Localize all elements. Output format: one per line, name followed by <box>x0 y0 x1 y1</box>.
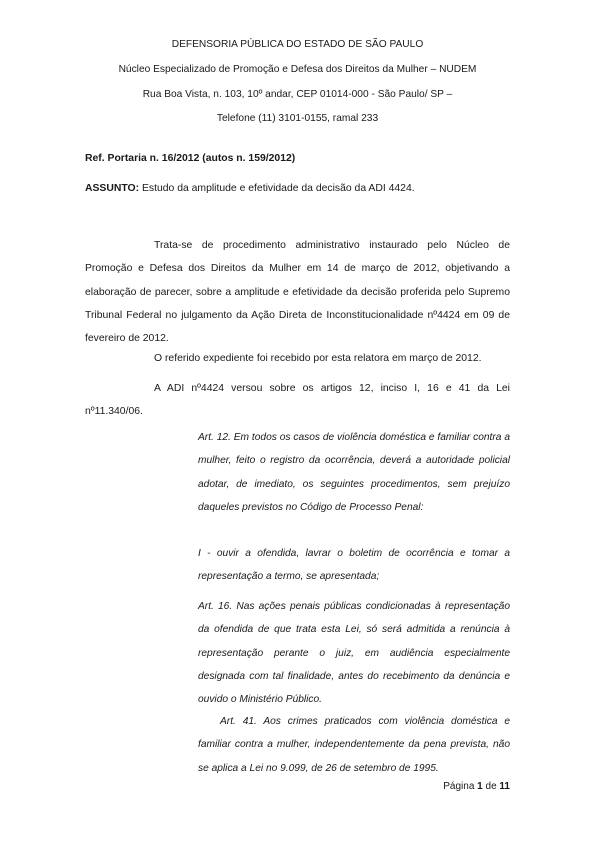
quote-art-12: Art. 12. Em todos os casos de violência doméstica e familiar contra a mulher, feito o registro da ocorrência, deverá a autoridade policial adotar, de imediato, os seguintes procedimentos, sem prejuízo daqueles previstos no Código de Processo Penal: <box>198 432 510 513</box>
header-institution: DEFENSORIA PÚBLICA DO ESTADO DE SÃO PAULO <box>171 39 424 50</box>
subject-text: Estudo da amplitude e efetividade da decisão da ADI 4424. <box>139 183 415 194</box>
header-address: Rua Boa Vista, n. 103, 10º andar, CEP 01014-000 - São Paulo/ SP – <box>142 89 453 100</box>
page-total: 11 <box>499 781 510 792</box>
header-phone: Telefone (11) 3101-0155, ramal 233 <box>216 113 379 124</box>
subject-line <box>85 183 415 194</box>
page-of: de <box>482 781 500 792</box>
reference-line: Ref. Portaria n. 16/2012 (autos n. 159/2012) <box>85 153 296 164</box>
paragraph: A ADI nº4424 versou sobre os artigos 12, inciso I, 16 e 41 da Lei nº11.340/06. <box>85 383 510 418</box>
paragraph: O referido expediente foi recebido por esta relatora em março de 2012. <box>154 353 482 364</box>
quote-art-41: Art. 41. Aos crimes praticados com violência doméstica e familiar contra a mulher, independentemente da pena prevista, não se aplica a Lei no 9.099, de 26 de setembro de 1995. <box>198 716 510 774</box>
page-number <box>443 781 510 792</box>
subject-label: ASSUNTO: <box>85 183 140 194</box>
paragraph: Trata-se de procedimento administrativo instaurado pelo Núcleo de Promoção e Defesa dos Direitos da Mulher em 14 de março de 2012, objetivando a elaboração de parecer, sobre a amplitude e efetividade da decisão proferida pelo Supremo Tribunal Federal no julgamento da Ação Direta de Inconstitucionalidade nº4424 em 09 de fevereiro de 2012. <box>85 240 510 345</box>
header-department: Núcleo Especializado de Promoção e Defesa dos Direitos da Mulher – NUDEM <box>118 64 477 75</box>
quote-art-12-inciso-i: I - ouvir a ofendida, lavrar o boletim de ocorrência e tomar a representação a termo, se apresentada; <box>198 548 510 583</box>
page-word: Página <box>443 781 478 792</box>
page-current: 1 <box>477 781 483 792</box>
quote-art-16: Art. 16. Nas ações penais públicas condicionadas à representação da ofendida de que trata esta Lei, só será admitida a renúncia à representação perante o juiz, em audiência especialmente designada com tal finalidade, antes do recebimento da denúncia e ouvido o Ministério Público. <box>198 601 510 706</box>
